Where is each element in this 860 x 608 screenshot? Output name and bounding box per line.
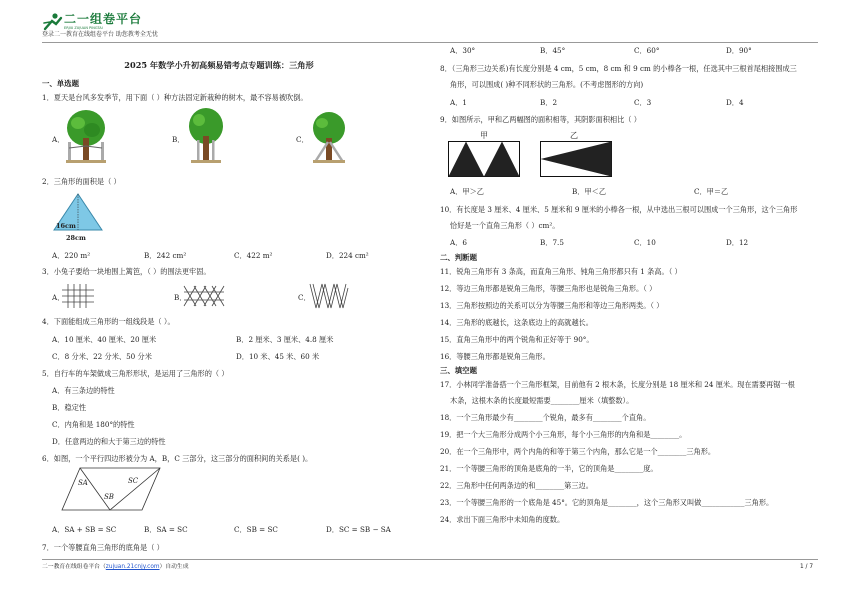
page-title: 2025 年数学小升初高频易错考点专题训练：三角形 — [124, 60, 314, 70]
logo-text: 二一组卷平台 — [64, 12, 143, 26]
header-tagline: 登录二一教育在线组卷平台 助您教考全无忧 — [42, 31, 158, 38]
page-number: 1 / 7 — [800, 564, 814, 570]
question-12: 12．等边三角形都是锐角三角形，等腰三角形也是锐角三角形。（ ） — [440, 284, 657, 293]
q7-option-b: B．45° — [540, 46, 566, 55]
q6-option-c: C．SB = SC — [234, 525, 278, 534]
parallelogram-figure-q6 — [62, 466, 162, 512]
q7-option-c: C．60° — [634, 46, 660, 55]
q3-option-c: C． — [298, 293, 311, 302]
q2-height-label: 16cm — [56, 222, 76, 230]
q2-option-b: B．242 cm² — [144, 251, 187, 260]
question-5: 5．自行车的车架做成三角形形状，是运用了三角形的（ ） — [42, 369, 229, 378]
q10-option-a: A．6 — [450, 238, 467, 247]
q6-option-b: B．SA = SC — [144, 525, 188, 534]
q5-option-a: A．有三条边的特性 — [52, 386, 115, 395]
fence-grid-image-a — [62, 284, 94, 308]
question-13: 13．三角形按照边的关系可以分为等腰三角形和等边三角形两类。（ ） — [440, 301, 664, 310]
question-3: 3．小兔子要给一块地围上篱笆，（ ）的围法更牢固。 — [42, 267, 211, 276]
q1-option-b: B． — [172, 135, 185, 144]
q9-option-b: B．甲＜乙 — [572, 187, 607, 196]
question-23: 23．一个等腰三角形的一个底角是 45°。它的顶角是________，这个三角形又叫做____________三角形。 — [440, 498, 774, 507]
logo-subtitle: ERJIU ZUJUAN PINGTAI — [64, 26, 103, 30]
q4-option-a: A．10 厘米、40 厘米、20 厘米 — [52, 335, 157, 344]
question-17-line1: 17．小林同学准备搭一个三角形框架，目前他有 2 根木条，长度分别是 18 厘米和 24 厘米。现在需要再锯一根 — [440, 380, 795, 389]
question-10-line2: 恰好是一个直角三角形（ ）cm²。 — [450, 221, 560, 230]
q5-option-d: D．任意两边的和大于第三边的特性 — [52, 437, 166, 446]
q6-label-sb: SB — [104, 493, 114, 501]
question-8-line2: 角形，可以围成( )种不同形状的三角形。(不考虑图形的方向) — [450, 80, 644, 89]
q3-option-b: B． — [174, 293, 187, 302]
q4-option-c: C．8 分米、22 分米、50 分米 — [52, 352, 152, 361]
section-single-choice: 一、单选题 — [42, 79, 79, 88]
q10-option-b: B．7.5 — [540, 238, 564, 247]
shaded-figure-yi — [540, 141, 612, 177]
question-15: 15．直角三角形中的两个锐角和正好等于 90°。 — [440, 335, 594, 344]
question-10-line1: 10．有长度是 3 厘米、4 厘米、5 厘米和 9 厘米的小棒各一根，从中选出三根可以围成一个三角形，这个三角形 — [440, 205, 798, 214]
question-20: 20．在一个三角形中，两个内角的和等于第三个内角，那么它是一个________三角形。 — [440, 447, 716, 456]
footer-source-suffix: ）自动生成 — [159, 564, 189, 570]
question-22: 22．三角形中任何两条边的和________第三边。 — [440, 481, 593, 490]
question-7: 7．一个等腰直角三角形的底角是（ ） — [42, 543, 164, 552]
tree-stake-image-a — [64, 108, 108, 164]
q7-option-a: A．30° — [450, 46, 476, 55]
question-1: 1．夏天是台风多发季节，用下面（ ）种方法固定新栽种的树木，最不容易被吹倒。 — [42, 93, 308, 102]
q9-label-jia: 甲 — [480, 131, 488, 140]
header-divider — [42, 42, 818, 43]
question-6: 6．如图，一个平行四边形被分为 A，B，C 三部分，这三部分的面积间的关系是( )。 — [42, 454, 313, 463]
question-4: 4．下面能组成三角形的一组线段是（ ）。 — [42, 317, 175, 326]
q2-option-c: C．422 m² — [234, 251, 273, 260]
q4-option-b: B．2 厘米、3 厘米、4.8 厘米 — [236, 335, 334, 344]
q1-option-a: A． — [52, 135, 65, 144]
fence-diamond-image-c — [310, 284, 348, 308]
question-18: 18．一个三角形最少有________个锐角，最多有________个直角。 — [440, 413, 651, 422]
q1-option-c: C． — [296, 135, 309, 144]
q8-option-d: D．4 — [726, 98, 744, 107]
q6-label-sc: SC — [128, 477, 139, 485]
shaded-figure-jia — [448, 141, 520, 177]
q9-option-c: C．甲＝乙 — [694, 187, 729, 196]
question-8-line1: 8．（三角形三边关系)有长度分别是 4 cm，5 cm，8 cm 和 9 cm 的小棒各一根，任选其中三根首尾相接围成三 — [440, 64, 797, 73]
q7-option-d: D．90° — [726, 46, 752, 55]
question-16: 16．等腰三角形都是锐角三角形。 — [440, 352, 550, 361]
question-19: 19．把一个大三角形分成两个小三角形，每个小三角形的内角和是________。 — [440, 430, 687, 439]
triangle-figure-q2 — [52, 192, 104, 240]
logo-icon — [42, 12, 64, 32]
question-24: 24．求出下面三角形中未知角的度数。 — [440, 515, 565, 524]
question-14: 14．三角形的底越长，这条底边上的高就越长。 — [440, 318, 593, 327]
fence-cross-image-b — [184, 286, 224, 306]
q2-option-a: A．220 m² — [52, 251, 91, 260]
q10-option-c: C．10 — [634, 238, 656, 247]
footer-source-prefix: 二一教育在线组卷平台（ — [42, 564, 106, 570]
q10-option-d: D．12 — [726, 238, 749, 247]
tree-stake-image-c — [310, 110, 348, 164]
q5-option-c: C．内角和是 180°的特性 — [52, 420, 135, 429]
section-fill-blank: 三、填空题 — [440, 366, 477, 375]
question-17-line2: 木条，这根木条的长度最短需要________厘米（填整数）。 — [450, 396, 634, 405]
q4-option-d: D．10 米、45 米、60 米 — [236, 352, 320, 361]
q6-label-sa: SA — [78, 479, 88, 487]
q6-option-a: A．SA + SB = SC — [52, 525, 117, 534]
q5-option-b: B．稳定性 — [52, 403, 87, 412]
question-9: 9．如图所示，甲和乙两幅图的面积相等，其阴影面积相比（ ） — [440, 115, 641, 124]
q3-option-a: A． — [52, 293, 65, 302]
footer-link[interactable]: zujuan.21cnjy.com — [105, 564, 160, 570]
footer-divider — [42, 559, 818, 560]
question-2: 2．三角形的面积是（ ） — [42, 177, 121, 186]
q2-option-d: D．224 cm² — [326, 251, 369, 260]
question-11: 11．锐角三角形有 3 条高，而直角三角形、钝角三角形都只有 1 条高。（ ） — [440, 267, 682, 276]
q2-base-label: 28cm — [66, 234, 86, 242]
q9-option-a: A．甲＞乙 — [450, 187, 484, 196]
tree-stake-image-b — [186, 106, 226, 164]
q8-option-b: B．2 — [540, 98, 558, 107]
question-21: 21．一个等腰三角形的顶角是底角的一半，它的顶角是________度。 — [440, 464, 658, 473]
q8-option-a: A．1 — [450, 98, 467, 107]
q8-option-c: C．3 — [634, 98, 652, 107]
section-true-false: 二、判断题 — [440, 253, 477, 262]
footer-source — [42, 565, 189, 571]
q9-label-yi: 乙 — [570, 131, 578, 140]
q6-option-d: D．SC = SB − SA — [326, 525, 391, 534]
